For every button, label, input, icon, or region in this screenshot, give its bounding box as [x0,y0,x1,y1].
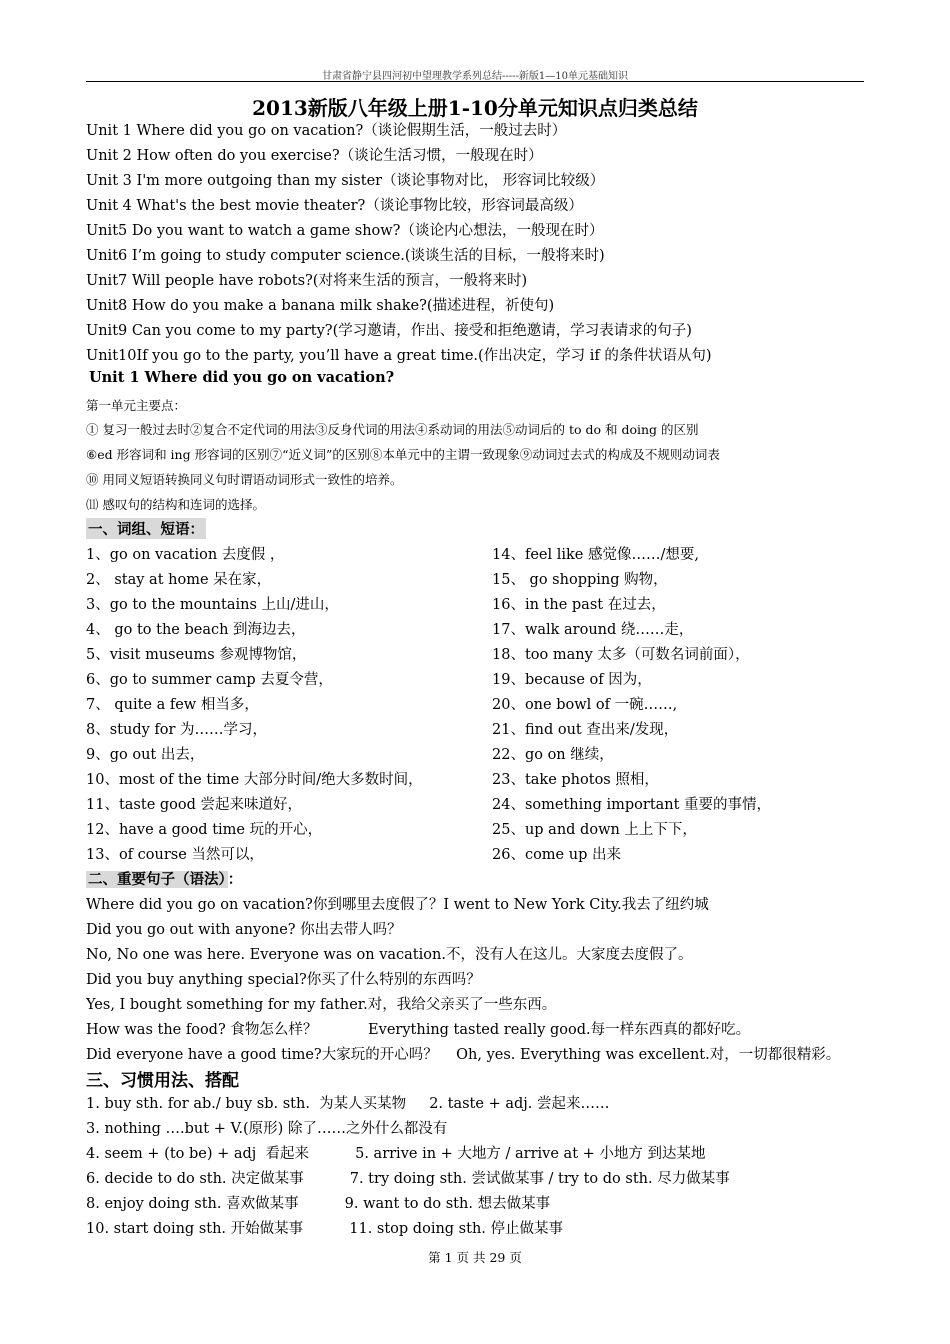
section-heading-sentences-text: 二、重要句子（语法） [88,871,226,888]
unit-line: Unit5 Do you want to watch a game show?（谈论内心想法，一般现在时） [86,223,604,239]
phrase-item: 1、go on vacation 去度假 ， [86,547,285,563]
usage-line: 4. seem + (to be) + adj 看起来 5. arrive in + 大地方 / arrive at + 小地方 到达某地 [86,1146,706,1162]
phrase-item: 10、most of the time 大部分时间/绝大多数时间， [86,772,423,788]
phrase-item: 17、walk around 绕……走， [492,622,694,638]
phrase-item: 7、 quite a few 相当多， [86,697,259,713]
phrase-item: 2、 stay at home 呆在家， [86,572,272,588]
unit-line: Unit7 Will people have robots?(对将来生活的预言，一般将来时) [86,273,528,289]
sentence-line: Did you buy anything special?你买了什么特别的东西吗？ [86,972,481,988]
phrase-item: 8、study for 为……学习， [86,722,268,738]
sentence-line: No, No one was here. Everyone was on vacation.不，没有人在这儿。大家度去度假了。 [86,947,693,963]
section-heading-sentences [86,868,242,889]
phrase-item: 21、find out 查出来/发现， [492,722,679,738]
phrase-item: 13、of course 当然可以， [86,847,264,863]
phrase-item: 16、in the past 在过去， [492,597,666,613]
phrase-item: 3、go to the mountains 上山/进山， [86,597,339,613]
unit-line: Unit 3 I'm more outgoing than my sister（谈论事物对比， 形容词比较级） [86,173,605,189]
phrase-item: 25、up and down 上上下下， [492,822,697,838]
point-line: ① 复习一般过去时②复合不定代词的用法③反身代词的用法④系动词的用法⑤动词后的 to do 和 doing 的区别 [86,422,699,437]
phrase-item: 12、have a good time 玩的开心， [86,822,323,838]
usage-line: 3. nothing ….but + V.(原形) 除了……之外什么都没有 [86,1121,448,1137]
page-footer: 第 1 页 共 29 页 [428,1250,522,1265]
point-line: ⑥ed 形容词和 ing 形容词的区别⑦“近义词”的区别⑧本单元中的主谓一致现象⑨动词过去式的构成及不规则动词表 [86,447,720,462]
usage-line: 1. buy sth. for ab./ buy sb. sth. 为某人买某物 2. taste + adj. 尝起来…… [86,1096,610,1112]
document-title: 2013新版八年级上册1-10分单元知识点归类总结 [252,96,698,120]
phrase-item: 11、taste good 尝起来味道好， [86,797,303,813]
unit-line: Unit10If you go to the party, you’ll have a great time.(作出决定，学习 if 的条件状语从句) [86,348,712,364]
phrase-item: 23、take photos 照相， [492,772,659,788]
header-rule [86,81,864,82]
phrase-item: 15、 go shopping 购物， [492,572,668,588]
phrase-item: 5、visit museums 参观博物馆， [86,647,307,663]
phrase-item: 6、go to summer camp 去夏令营， [86,672,333,688]
unit-line: Unit6 I’m going to study computer science.(谈谈生活的目标，一般将来时) [86,248,605,264]
points-label: 第一单元主要点： [86,398,187,413]
section-heading-usages: 三、习惯用法、搭配 [86,1071,239,1091]
sentence-line: Yes, I bought something for my father.对，我给父亲买了一些东西。 [86,997,557,1013]
unit-line: Unit 1 Where did you go on vacation?（谈论假期生活，一般过去时） [86,123,567,139]
unit1-heading: Unit 1 Where did you go on vacation? [89,369,395,386]
usage-line: 6. decide to do sth. 决定做某事 7. try doing sth. 尝试做某事 / try to do sth. 尽力做某事 [86,1171,730,1187]
phrase-item: 22、go on 继续， [492,747,614,763]
usage-line: 10. start doing sth. 开始做某事 11. stop doing sth. 停止做某事 [86,1221,564,1237]
unit-line: Unit9 Can you come to my party?(学习邀请，作出、接受和拒绝邀请，学习表请求的句子) [86,323,692,339]
usage-line: 8. enjoy doing sth. 喜欢做某事 9. want to do sth. 想去做某事 [86,1196,551,1212]
section-heading-colon: ： [227,871,243,888]
phrase-item: 26、come up 出来 [492,847,621,863]
section-heading-phrases: 一、词组、短语： [86,518,206,539]
point-line: ⑾ 感叹句的结构和连词的选择。 [86,497,265,512]
phrase-item: 4、 go to the beach 到海边去， [86,622,306,638]
phrase-item: 18、too many 太多（可数名词前面）， [492,647,750,663]
sentence-line: How was the food? 食物怎么样？ Everything tasted really good.每一样东西真的都好吃。 [86,1022,751,1038]
phrase-item: 14、feel like 感觉像……/想要, [492,547,699,563]
phrase-item: 24、something important 重要的事情， [492,797,772,813]
sentence-line: Did you go out with anyone? 你出去带人吗？ [86,922,402,938]
phrase-item: 20、one bowl of 一碗……, [492,697,678,713]
sentence-line: Where did you go on vacation?你到哪里去度假了？I went to New York City.我去了纽约城 [86,897,709,913]
unit-line: Unit8 How do you make a banana milk shake?(描述进程，祈使句) [86,298,555,314]
sentence-line: Did everyone have a good time?大家玩的开心吗？ Oh, yes. Everything was excellent.对，一切都很精彩。 [86,1047,841,1063]
page-header: 甘肃省静宁县四河初中望理教学系列总结-----新版1—10单元基础知识 [322,71,628,82]
point-line: ⑩ 用同义短语转换同义句时谓语动词形式一致性的培养。 [86,472,403,487]
unit-line: Unit 4 What's the best movie theater?（谈论事物比较，形容词最高级） [86,198,583,214]
phrase-item: 9、go out 出去， [86,747,205,763]
phrase-item: 19、because of 因为， [492,672,652,688]
unit-line: Unit 2 How often do you exercise?（谈论生活习惯，一般现在时） [86,148,543,164]
